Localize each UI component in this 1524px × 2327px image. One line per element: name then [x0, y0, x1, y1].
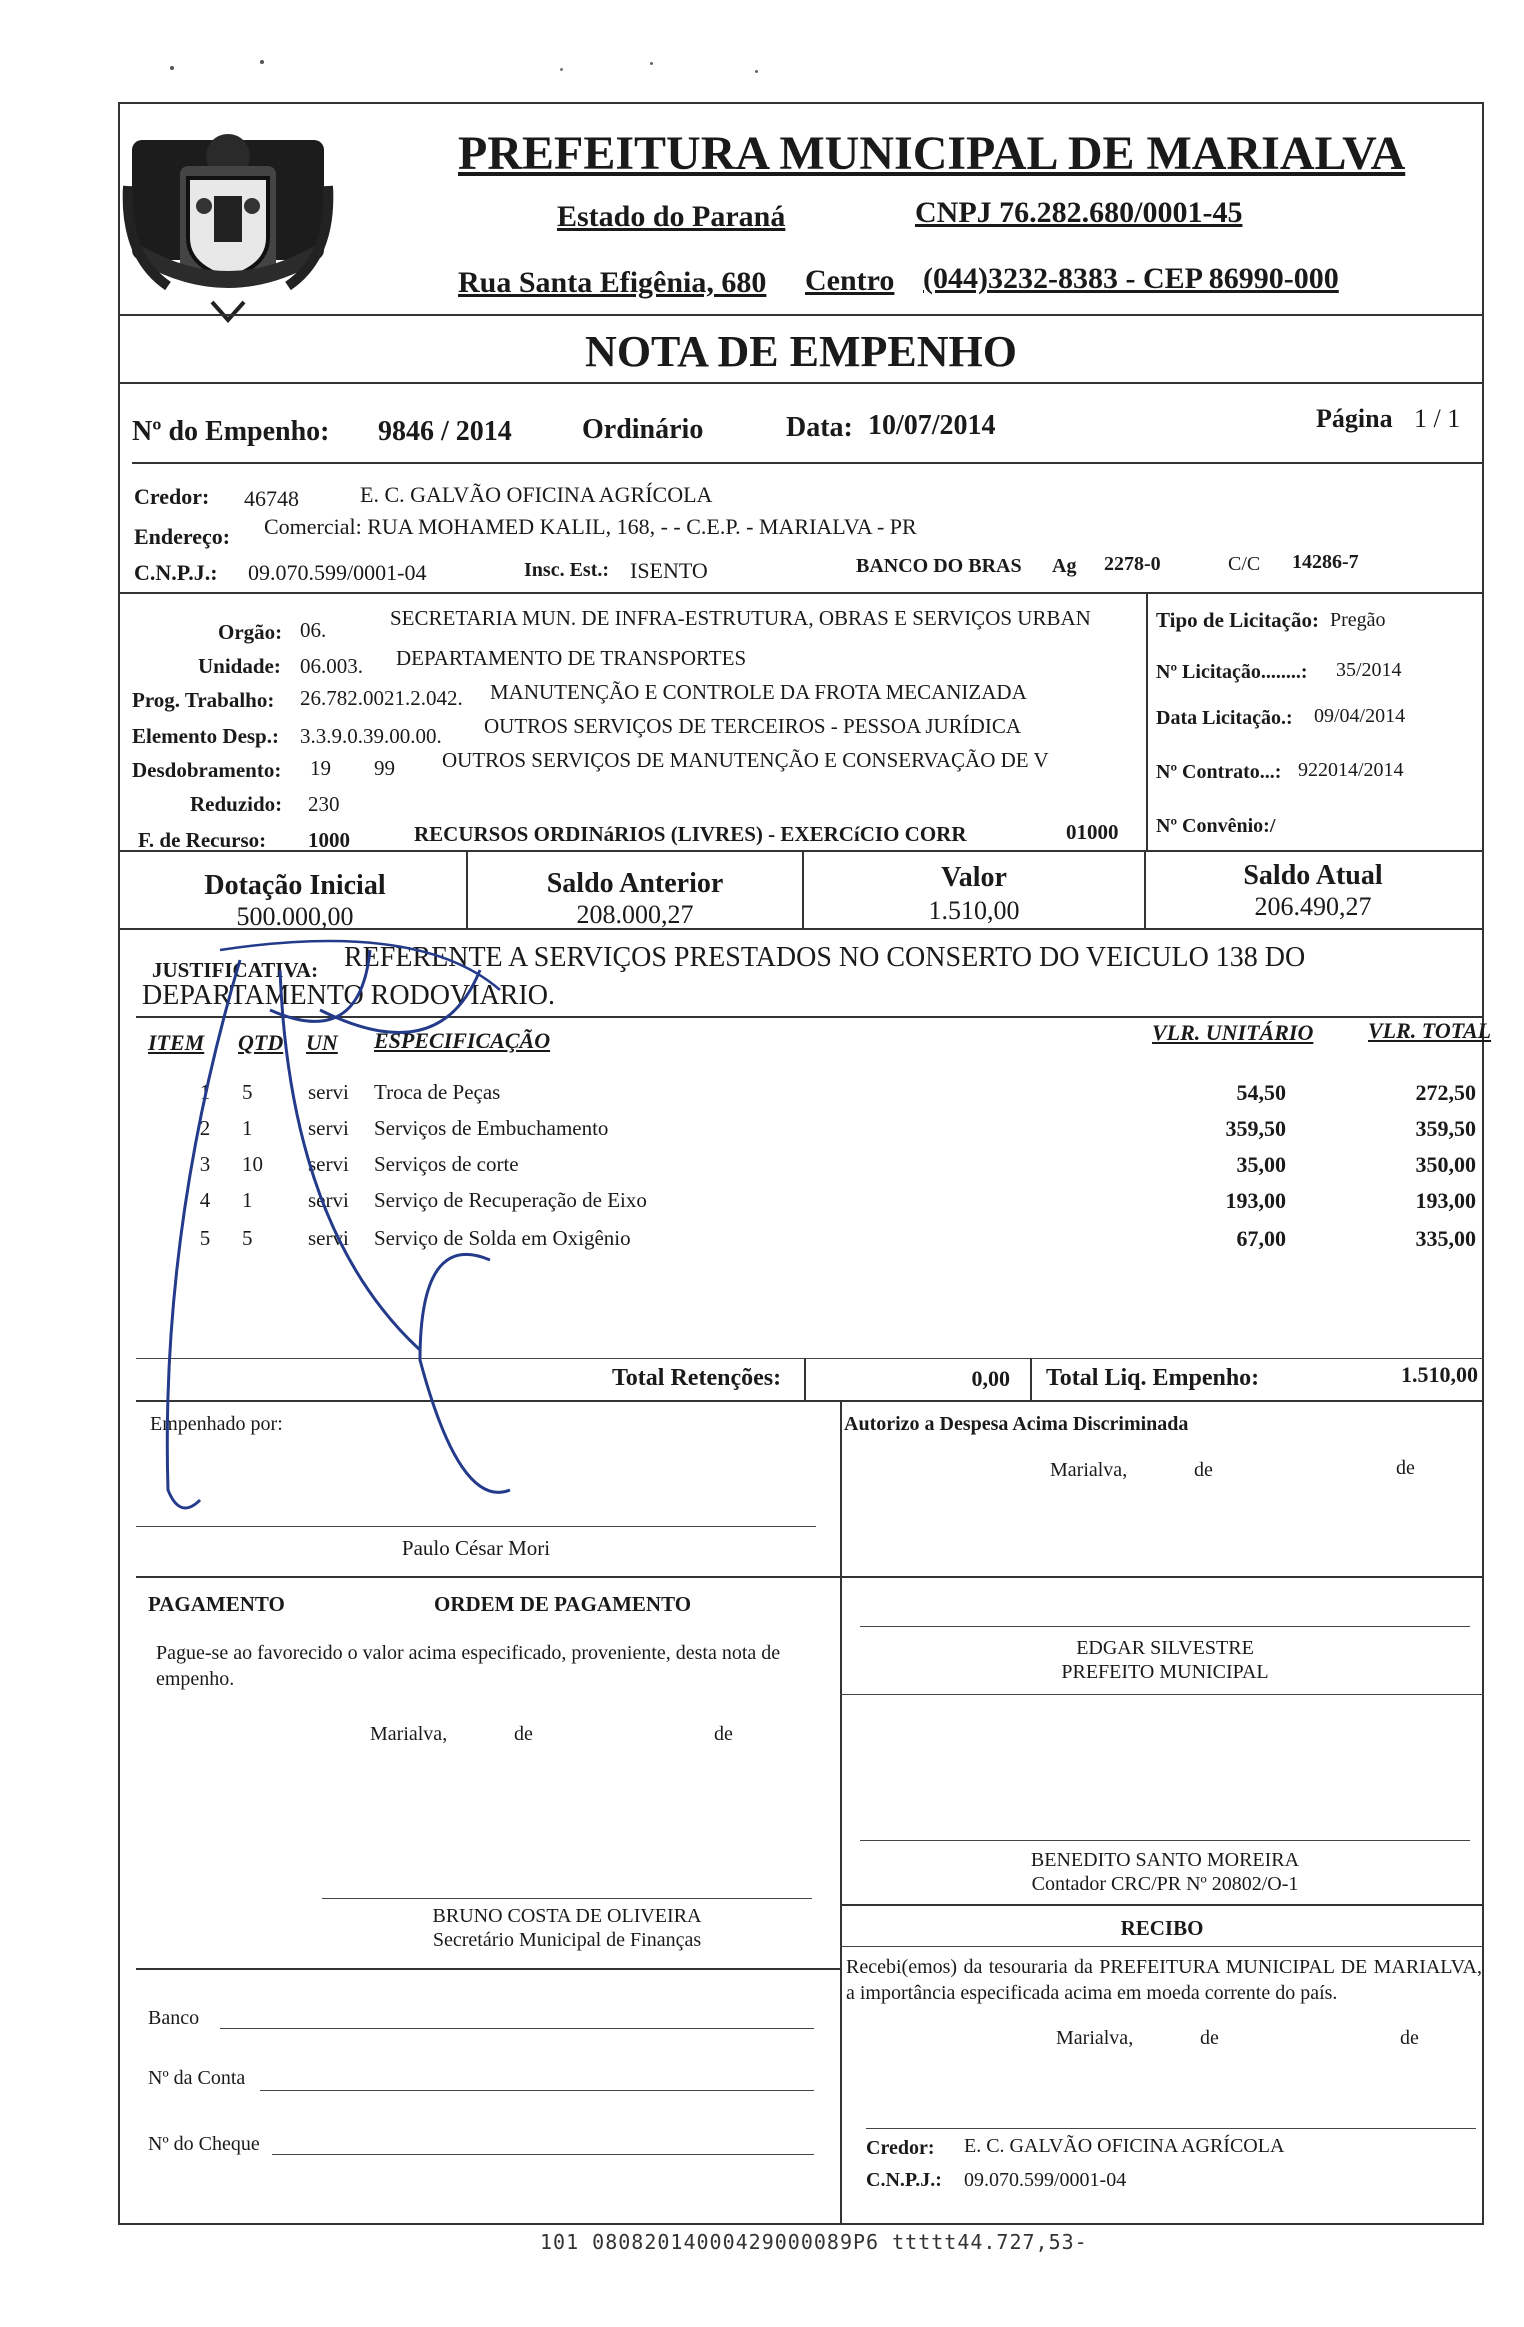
item-un-cell: servi	[308, 1188, 349, 1212]
col-item-header: ITEM	[148, 1030, 205, 1055]
secretario-signature-line	[322, 1898, 812, 1899]
saldo-sep-3	[1144, 850, 1146, 928]
item-qtd-cell: 1	[242, 1188, 253, 1212]
banco-divider	[136, 1968, 840, 1970]
fonte-code: 1000	[308, 828, 350, 852]
prog-desc: MANUTENÇÃO E CONTROLE DA FROTA MECANIZADA	[490, 680, 1027, 704]
item-qtd-cell: 5	[242, 1080, 253, 1104]
credor-label: Credor:	[134, 484, 210, 509]
desdobramento-desc: OUTROS SERVIÇOS DE MANUTENÇÃO E CONSERVAÇÃO DE V	[442, 748, 1049, 772]
credor-cnpj: 09.070.599/0001-04	[248, 560, 427, 585]
item-spec-cell: Serviço de Solda em Oxigênio	[374, 1226, 631, 1250]
insc-value: ISENTO	[630, 558, 708, 583]
prefeitura-cnpj: CNPJ 76.282.680/0001-45	[915, 196, 1243, 229]
item-item-cell: 4	[199, 1188, 211, 1212]
prefeito-name: EDGAR SILVESTRE	[1076, 1637, 1254, 1659]
saldo-sep-2	[802, 850, 804, 928]
pagamento-place: Marialva,	[370, 1723, 448, 1745]
page-number: 1 / 1	[1414, 404, 1461, 433]
item-spec-cell: Troca de Peças	[374, 1080, 501, 1104]
prefeito-box-bottom	[840, 1694, 1484, 1695]
total-retencoes-label: Total Retenções:	[612, 1365, 782, 1391]
recibo-title-line	[840, 1946, 1484, 1947]
fonte-number: 01000	[1066, 820, 1119, 844]
address-label: Endereço:	[134, 524, 231, 549]
secretario-name: BRUNO COSTA DE OLIVEIRA	[432, 1905, 702, 1927]
orgao-desc: SECRETARIA MUN. DE INFRA-ESTRUTURA, OBRAS E SERVIÇOS URBAN	[390, 606, 1091, 630]
desdobramento-label: Desdobramento:	[132, 758, 282, 782]
unidade-desc: DEPARTAMENTO DE TRANSPORTES	[396, 646, 747, 670]
elemento-desc: OUTROS SERVIÇOS DE TERCEIROS - PESSOA JURÍDICA	[484, 714, 1022, 738]
dotacao-label: Dotação Inicial	[204, 870, 386, 901]
unidade-label: Unidade:	[198, 654, 281, 678]
item-unit-cell: 67,00	[1236, 1226, 1286, 1251]
item-item-cell: 3	[199, 1152, 211, 1176]
pague-text: Pague-se ao favorecido o valor acima especificado, proveniente, desta nota de empenho.	[156, 1642, 781, 1690]
handwritten-signature	[120, 930, 520, 1530]
desdobramento-code2: 99	[374, 756, 395, 780]
convenio-label: Nº Convênio:/	[1156, 815, 1276, 837]
fonte-desc: RECURSOS ORDINáRIOS (LIVRES) - EXERCíCIO CORR	[414, 822, 967, 846]
desdobramento-code1: 19	[310, 756, 331, 780]
item-item-cell: 1	[199, 1080, 211, 1104]
item-total-cell: 272,50	[1415, 1080, 1476, 1105]
col-unit-header: VLR. UNITÁRIO	[1152, 1020, 1314, 1045]
credor-address: Comercial: RUA MOHAMED KALIL, 168, - - C.E.P. - MARIALVA - PR	[264, 514, 917, 539]
contador-signature-line	[860, 1840, 1470, 1841]
item-total-cell: 359,50	[1415, 1116, 1476, 1141]
autorizo-label: Autorizo a Despesa Acima Discriminada	[844, 1413, 1189, 1435]
prefeito-signature-line	[860, 1626, 1470, 1627]
col-spec-header: ESPECIFICAÇÃO	[374, 1028, 551, 1053]
empenho-date: 10/07/2014	[868, 410, 996, 441]
item-unit-cell: 35,00	[1236, 1152, 1286, 1177]
municipal-coat-of-arms	[122, 126, 334, 336]
valor-label: Valor	[941, 862, 1007, 893]
saldo-atual-label: Saldo Atual	[1243, 860, 1383, 891]
tipo-licitacao: Pregão	[1330, 609, 1386, 631]
footer-code: 101 08082014000429000089P6 ttttt44.727,53-	[540, 2230, 1088, 2254]
col-un-header: UN	[306, 1030, 338, 1055]
total-liquido-value: 1.510,00	[1401, 1362, 1478, 1387]
account-value: 14286-7	[1292, 551, 1359, 573]
header-divider	[118, 314, 1484, 316]
contador-role: Contador CRC/PR Nº 20802/O-1	[1031, 1873, 1299, 1895]
empenho-label: Nº do Empenho:	[132, 416, 330, 447]
contrato-number: 922014/2014	[1298, 759, 1404, 781]
pagamento-de-2: de	[714, 1723, 733, 1745]
conta-label: Nº da Conta	[148, 2067, 246, 2089]
recibo-text: Recebi(emos) da tesouraria da PREFEITURA MUNICIPAL DE MARIALVA, a importância especificada acima em moeda corrente do país.	[846, 1956, 1482, 2004]
justificativa-line2: DEPARTAMENTO RODOVIARIO.	[142, 980, 555, 1011]
licitacao-number: 35/2014	[1336, 659, 1402, 681]
totals-sep-1	[804, 1358, 806, 1400]
saldo-anterior-value: 208.000,27	[576, 900, 694, 929]
page-label: Página	[1316, 404, 1393, 433]
item-qtd-cell: 10	[242, 1152, 263, 1176]
autorizo-de-1: de	[1194, 1459, 1213, 1481]
signatures-center-sep	[840, 1400, 842, 2225]
empenho-type: Ordinário	[582, 414, 704, 445]
autorizo-de-2: de	[1396, 1457, 1415, 1479]
col-total-header: VLR. TOTAL	[1368, 1018, 1492, 1043]
item-unit-cell: 193,00	[1225, 1188, 1286, 1213]
licitacao-separator	[1146, 592, 1148, 850]
cnpj-label: C.N.P.J.:	[134, 560, 218, 585]
contador-name: BENEDITO SANTO MOREIRA	[1030, 1849, 1300, 1871]
pagamento-de-1: de	[514, 1723, 533, 1745]
item-spec-cell: Serviço de Recuperação de Eixo	[374, 1188, 647, 1212]
recibo-de-1: de	[1200, 2027, 1219, 2049]
orgao-label: Orgão:	[218, 620, 283, 644]
saldo-sep-1	[466, 850, 468, 928]
prog-code: 26.782.0021.2.042.	[300, 686, 463, 710]
recibo-label: RECIBO	[1120, 1916, 1204, 1940]
item-spec-cell: Serviços de corte	[374, 1152, 519, 1176]
recibo-place: Marialva,	[1056, 2027, 1134, 2049]
item-unit-cell: 359,50	[1225, 1116, 1286, 1141]
col-qtd-header: QTD	[238, 1030, 284, 1055]
saldo-anterior-label: Saldo Anterior	[546, 868, 724, 899]
recibo-credor-name: E. C. GALVÃO OFICINA AGRÍCOLA	[964, 2135, 1285, 2157]
scan-specks	[170, 60, 770, 80]
unidade-code: 06.003.	[300, 654, 363, 678]
elemento-label: Elemento Desp.:	[132, 724, 279, 748]
item-item-cell: 5	[199, 1226, 211, 1250]
item-unit-cell: 54,50	[1236, 1080, 1286, 1105]
item-un-cell: servi	[308, 1226, 349, 1250]
reduzido-label: Reduzido:	[190, 792, 283, 816]
total-retencoes-value: 0,00	[971, 1366, 1010, 1391]
conta-field-line	[260, 2090, 814, 2091]
licitacao-date: 09/04/2014	[1314, 705, 1406, 727]
recibo-credor-label: Credor:	[866, 2137, 935, 2159]
prog-label: Prog. Trabalho:	[132, 688, 275, 712]
item-qtd-cell: 1	[242, 1116, 253, 1140]
elemento-code: 3.3.9.0.39.00.00.	[300, 724, 442, 748]
item-un-cell: servi	[308, 1116, 349, 1140]
recibo-cnpj-label: C.N.P.J.:	[866, 2169, 942, 2191]
banco-field-line	[220, 2028, 814, 2029]
insc-label: Insc. Est.:	[524, 559, 610, 581]
credor-divider	[118, 592, 1484, 594]
document-title: NOTA DE EMPENHO	[585, 327, 1017, 376]
empenho-number: 9846 / 2014	[378, 416, 512, 447]
agency-label: Ag	[1052, 555, 1077, 577]
total-liquido-label: Total Liq. Empenho:	[1046, 1365, 1260, 1391]
item-spec-cell: Serviços de Embuchamento	[374, 1116, 609, 1140]
address-district: Centro	[805, 264, 895, 297]
empenho-divider	[132, 462, 1484, 464]
agency-value: 2278-0	[1104, 553, 1161, 575]
justificativa-line1: REFERENTE A SERVIÇOS PRESTADOS NO CONSERTO DO VEICULO 138 DO	[344, 942, 1306, 973]
empenhado-label: Empenhado por:	[150, 1413, 283, 1435]
valor-value: 1.510,00	[928, 896, 1020, 925]
licitacao-number-label: Nº Licitação........:	[1156, 661, 1308, 683]
empenhado-name: Paulo César Mori	[401, 1536, 551, 1560]
fonte-label: F. de Recurso:	[138, 828, 267, 852]
totals-sep-2	[1030, 1358, 1032, 1400]
justificativa-label: JUSTIFICATIVA:	[152, 958, 319, 982]
item-un-cell: servi	[308, 1152, 349, 1176]
pagamento-label: PAGAMENTO	[148, 1592, 285, 1616]
saldo-atual-value: 206.490,27	[1254, 892, 1372, 921]
orgao-code: 06.	[300, 618, 327, 642]
dotacao-value: 500.000,00	[236, 902, 354, 931]
item-qtd-cell: 5	[242, 1226, 253, 1250]
prefeito-role: PREFEITO MUNICIPAL	[1061, 1661, 1269, 1683]
banco-label: Banco	[148, 2007, 200, 2029]
address-street: Rua Santa Efigênia, 680	[458, 266, 767, 299]
autorizo-place: Marialva,	[1050, 1459, 1128, 1481]
secretario-role: Secretário Municipal de Finanças	[432, 1929, 702, 1951]
credor-name: E. C. GALVÃO OFICINA AGRÍCOLA	[360, 482, 713, 507]
contrato-label: Nº Contrato...:	[1156, 761, 1282, 783]
bank-name: BANCO DO BRAS	[856, 555, 1022, 577]
recibo-signature-line	[866, 2128, 1476, 2129]
item-total-cell: 335,00	[1415, 1226, 1476, 1251]
recibo-divider	[840, 1904, 1484, 1906]
address-phone-cep: (044)3232-8383 - CEP 86990-000	[923, 262, 1339, 295]
cheque-field-line	[272, 2154, 814, 2155]
recibo-de-2: de	[1400, 2027, 1419, 2049]
account-label: C/C	[1228, 553, 1261, 575]
ordem-pagamento-label: ORDEM DE PAGAMENTO	[434, 1592, 692, 1616]
cheque-label: Nº do Cheque	[148, 2133, 260, 2155]
empenho-date-label: Data:	[786, 412, 853, 443]
item-total-cell: 350,00	[1415, 1152, 1476, 1177]
recibo-cnpj: 09.070.599/0001-04	[964, 2169, 1127, 2191]
item-total-cell: 193,00	[1415, 1188, 1476, 1213]
licitacao-date-label: Data Licitação.:	[1156, 707, 1293, 729]
orcamento-divider	[118, 850, 1484, 852]
credor-code: 46748	[244, 486, 299, 511]
reduzido-code: 230	[308, 792, 340, 816]
pagamento-divider	[136, 1576, 1484, 1578]
title-divider	[118, 382, 1484, 384]
prefeitura-title: PREFEITURA MUNICIPAL DE MARIALVA	[458, 127, 1406, 180]
item-item-cell: 2	[199, 1116, 211, 1140]
state-name: Estado do Paraná	[557, 200, 786, 233]
item-un-cell: servi	[308, 1080, 349, 1104]
tipo-licitacao-label: Tipo de Licitação:	[1156, 608, 1319, 632]
